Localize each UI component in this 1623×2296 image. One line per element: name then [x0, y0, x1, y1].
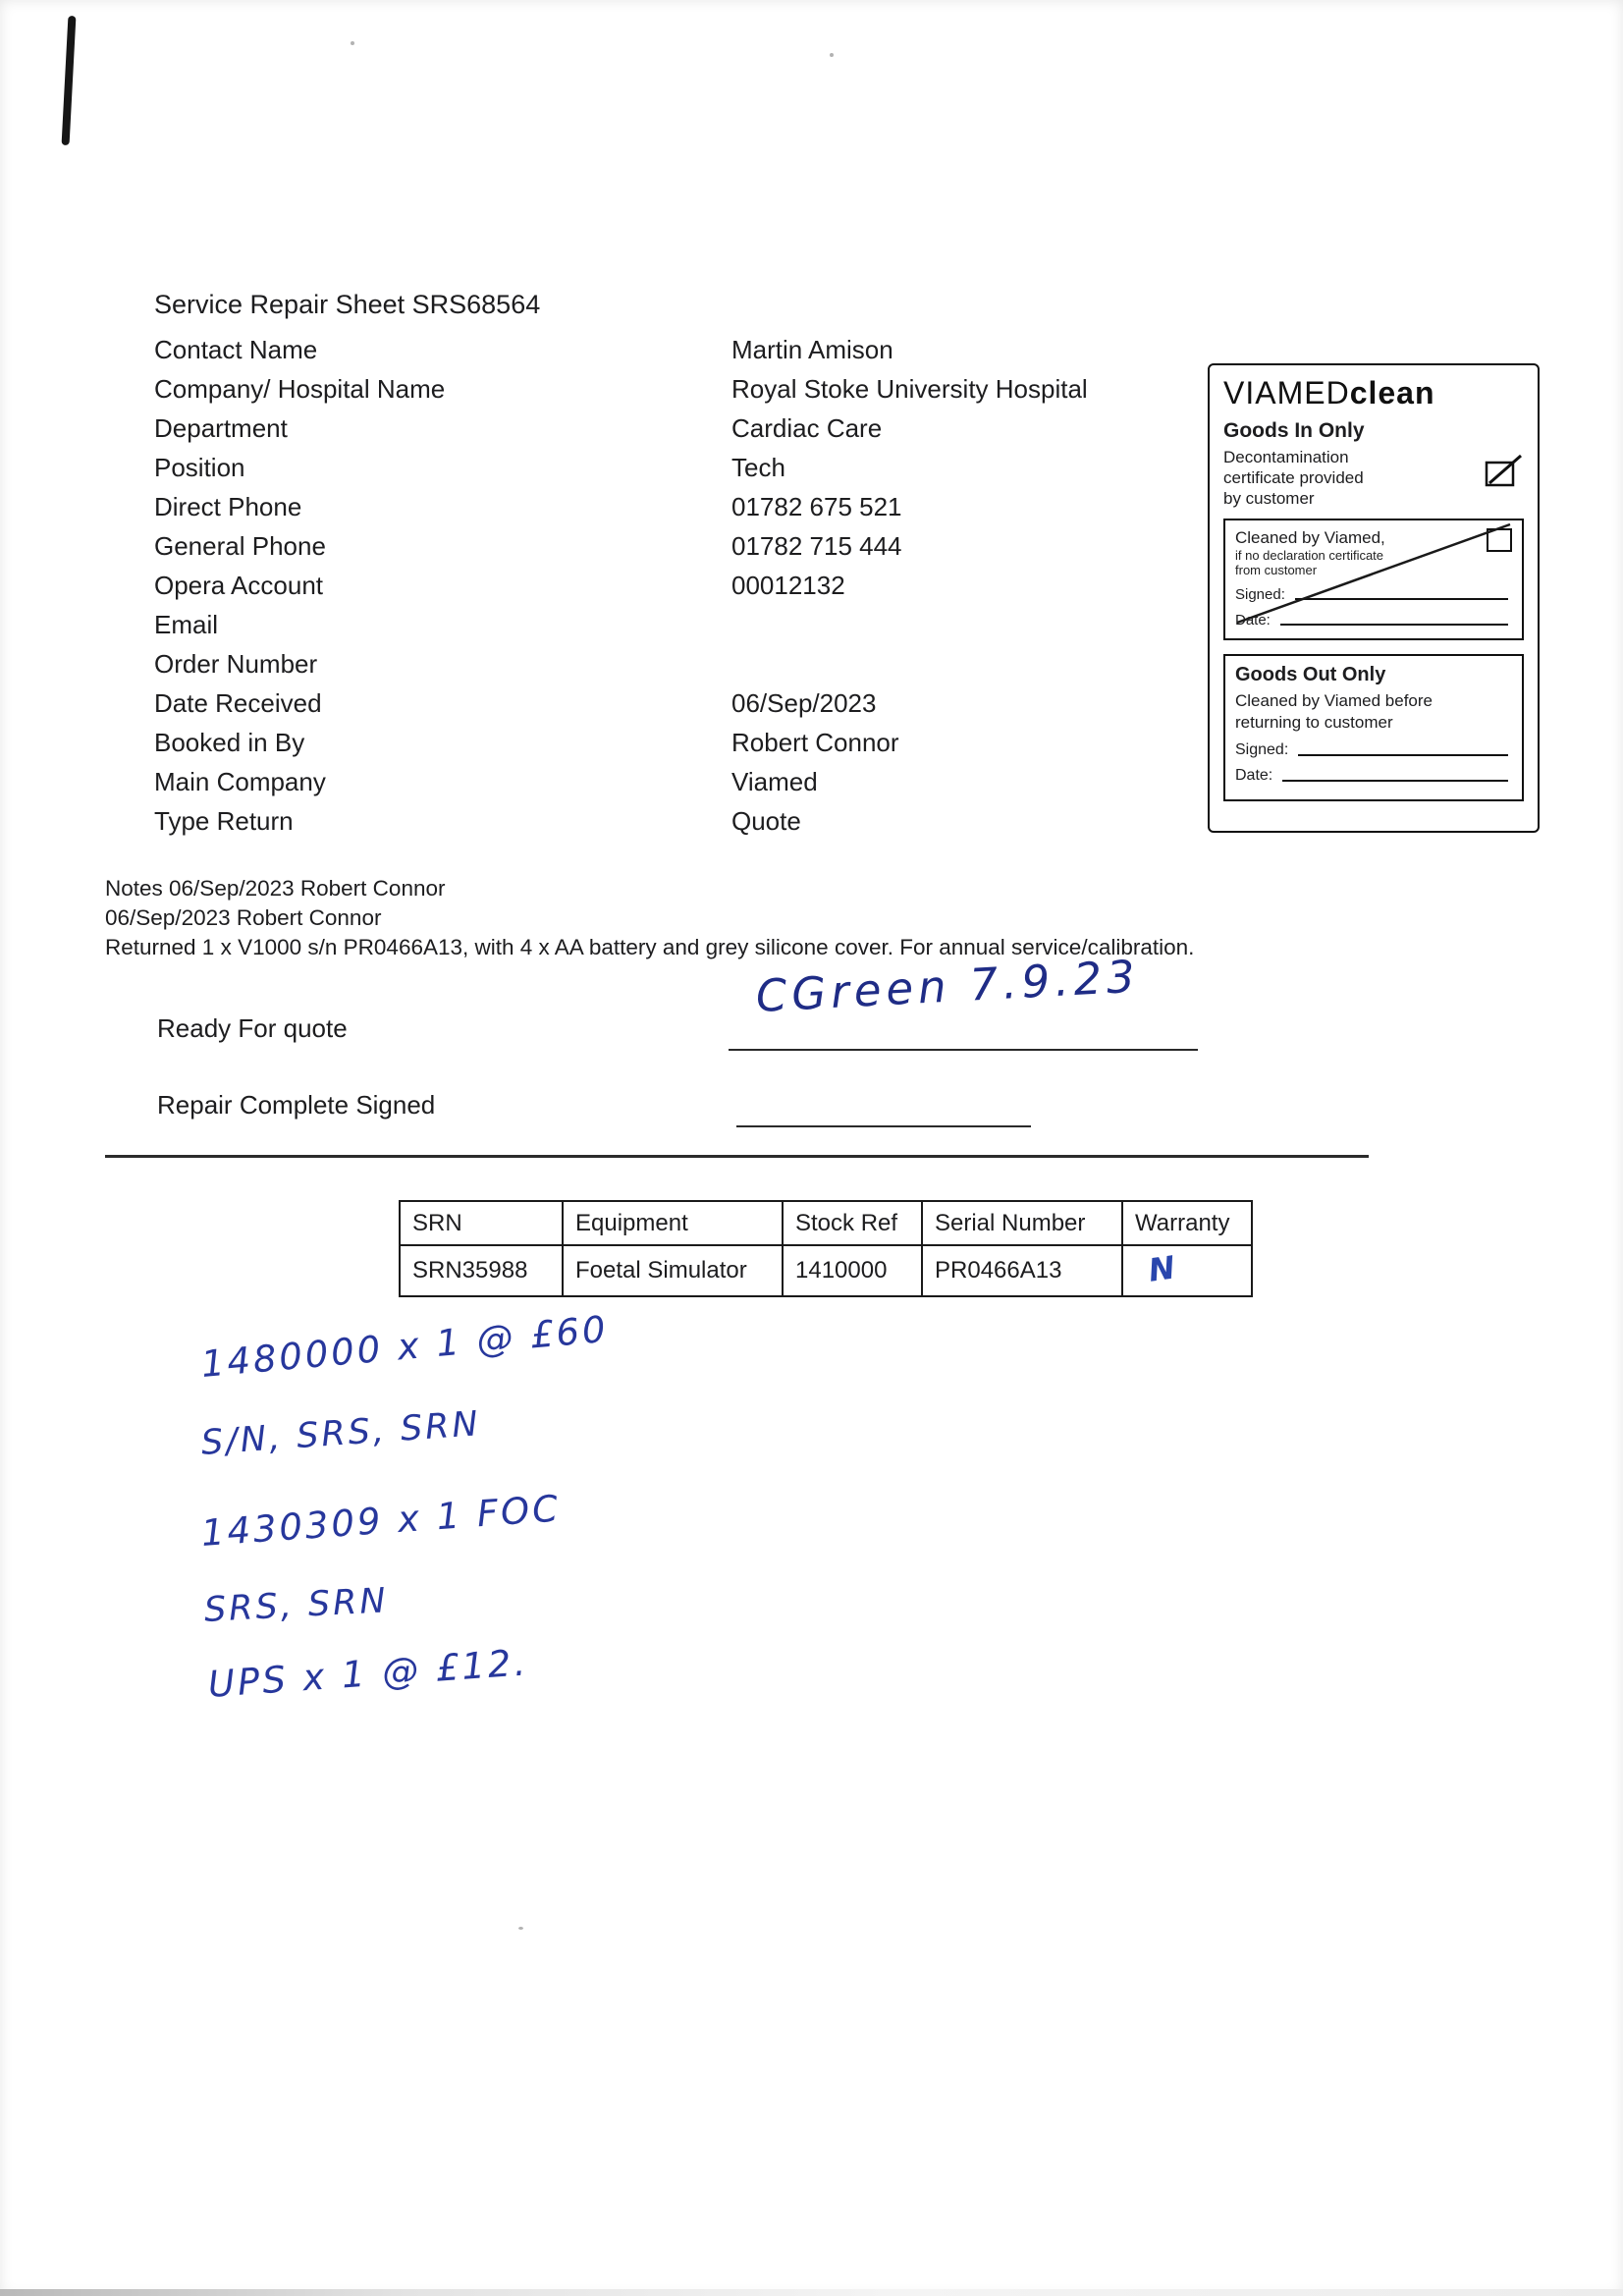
decontamination-text [1223, 447, 1364, 509]
scan-speck [518, 1927, 523, 1930]
brand-clean: clean [1349, 375, 1435, 410]
field-value: 01782 675 521 [731, 491, 902, 521]
field-row-order-number [154, 644, 1088, 683]
field-value: 01782 715 444 [731, 530, 902, 561]
field-label: Company/ Hospital Name [154, 373, 446, 404]
section-divider [105, 1155, 1369, 1158]
goods-out-only-title: Goods Out Only [1235, 664, 1386, 685]
header-srn: SRN [400, 1201, 563, 1245]
cell-srn: SRN35988 [400, 1245, 563, 1296]
goods-out-text [1235, 690, 1512, 734]
date-label: Date: [1235, 612, 1271, 629]
field-row-type-return [154, 801, 1088, 841]
handwritten-note-line: S/N, SRS, SRN [199, 1404, 482, 1463]
signed-row [1235, 741, 1512, 759]
ready-for-quote-label: Ready For quote [157, 1013, 348, 1043]
scan-speck [830, 53, 834, 57]
date-row [1235, 767, 1512, 785]
date-label: Date: [1235, 767, 1273, 784]
date-row [1235, 612, 1512, 629]
header-equipment: Equipment [563, 1201, 783, 1245]
signed-row [1235, 586, 1512, 603]
notes-line-1: Notes 06/Sep/2023 Robert Connor [105, 876, 446, 901]
decon-line: certificate provided [1223, 468, 1364, 487]
header-serial-number: Serial Number [922, 1201, 1122, 1245]
field-label: Opera Account [154, 570, 323, 600]
field-value: Tech [731, 452, 785, 482]
date-line [1280, 612, 1508, 626]
field-label: Order Number [154, 648, 318, 679]
field-value: Royal Stoke University Hospital [731, 373, 1088, 404]
field-row-date-received [154, 683, 1088, 723]
repair-complete-signature-line [736, 1098, 1031, 1127]
goods-in-only-title: Goods In Only [1223, 419, 1365, 442]
field-label: Email [154, 609, 219, 639]
field-value: Cardiac Care [731, 412, 883, 443]
viamed-clean-panel [1208, 363, 1540, 833]
handwritten-note-line: 1480000 x 1 @ £60 [199, 1307, 611, 1386]
decon-line: by customer [1223, 489, 1315, 508]
field-label: Date Received [154, 687, 322, 718]
decontamination-row [1223, 447, 1524, 509]
notes-line-2: 06/Sep/2023 Robert Connor [105, 905, 382, 930]
header-warranty: Warranty [1122, 1201, 1252, 1245]
scan-speck [351, 41, 354, 45]
handwritten-warranty-mark: N [1146, 1248, 1178, 1289]
field-label: Type Return [154, 805, 294, 836]
ready-for-quote-signature-line [729, 1021, 1198, 1051]
field-row-booked-in-by [154, 723, 1088, 762]
field-row-email [154, 605, 1088, 644]
field-value: Quote [731, 805, 801, 836]
signed-label: Signed: [1235, 586, 1285, 603]
cell-equipment: Foetal Simulator [563, 1245, 783, 1296]
field-label: Contact Name [154, 334, 318, 364]
scan-pen-mark [62, 16, 77, 145]
checked-checkbox-icon [1483, 453, 1524, 488]
signature-line [1298, 742, 1508, 756]
equipment-table [399, 1200, 1253, 1297]
notes-block [105, 874, 1194, 962]
header-stock-ref: Stock Ref [783, 1201, 922, 1245]
unchecked-checkbox-icon [1487, 528, 1512, 552]
field-row-main-company [154, 762, 1088, 801]
field-value: Martin Amison [731, 334, 893, 364]
field-row-opera-account [154, 566, 1088, 605]
handwritten-note-line: UPS x 1 @ £12. [206, 1641, 530, 1706]
field-label: Direct Phone [154, 491, 302, 521]
handwritten-note-line: 1430309 x 1 FOC [199, 1487, 563, 1555]
date-line [1282, 768, 1508, 782]
cell-stock-ref: 1410000 [783, 1245, 922, 1296]
table-row [400, 1245, 1252, 1296]
decon-line: Decontamination [1223, 448, 1349, 466]
field-value: Robert Connor [731, 727, 899, 757]
field-row-position [154, 448, 1088, 487]
cell-serial-number: PR0466A13 [922, 1245, 1122, 1296]
ready-for-quote-signature: CGreen 7.9.23 [754, 950, 1141, 1022]
field-value: 06/Sep/2023 [731, 687, 877, 718]
repair-complete-signed-label: Repair Complete Signed [157, 1090, 436, 1120]
handwritten-note-line: SRS, SRN [202, 1581, 390, 1630]
field-label: Booked in By [154, 727, 305, 757]
goods-out-line: Cleaned by Viamed before [1235, 691, 1433, 710]
notes-line-3: Returned 1 x V1000 s/n PR0466A13, with 4 x AA battery and grey silicone cover. For annual service/calibration. [105, 935, 1195, 959]
cleaned-by-viamed-box [1223, 519, 1524, 640]
field-list [154, 330, 1088, 841]
goods-out-only-box [1223, 654, 1524, 801]
field-row-department [154, 409, 1088, 448]
page-title: Service Repair Sheet SRS68564 [154, 290, 541, 319]
field-row-contact-name [154, 330, 1088, 369]
cell-warranty [1122, 1245, 1252, 1296]
field-label: Department [154, 412, 288, 443]
field-label: Main Company [154, 766, 326, 796]
field-value: Viamed [731, 766, 818, 796]
table-header-row [400, 1201, 1252, 1245]
field-value: 00012132 [731, 570, 845, 600]
viamedclean-logo [1223, 375, 1524, 411]
brand-viamed: VIAMED [1223, 375, 1350, 410]
scan-edge-shadow [0, 2289, 1623, 2296]
field-row-company [154, 369, 1088, 409]
signed-label: Signed: [1235, 741, 1289, 758]
cleaned-by-viamed-text: Cleaned by Viamed, [1235, 528, 1385, 547]
field-label: General Phone [154, 530, 326, 561]
cleaned-small-print: from customer [1235, 563, 1318, 577]
signature-line [1295, 586, 1508, 600]
field-row-direct-phone [154, 487, 1088, 526]
field-row-general-phone [154, 526, 1088, 566]
goods-out-line: returning to customer [1235, 713, 1393, 732]
field-label: Position [154, 452, 245, 482]
cleaned-small-print: if no declaration certificate [1235, 548, 1384, 563]
